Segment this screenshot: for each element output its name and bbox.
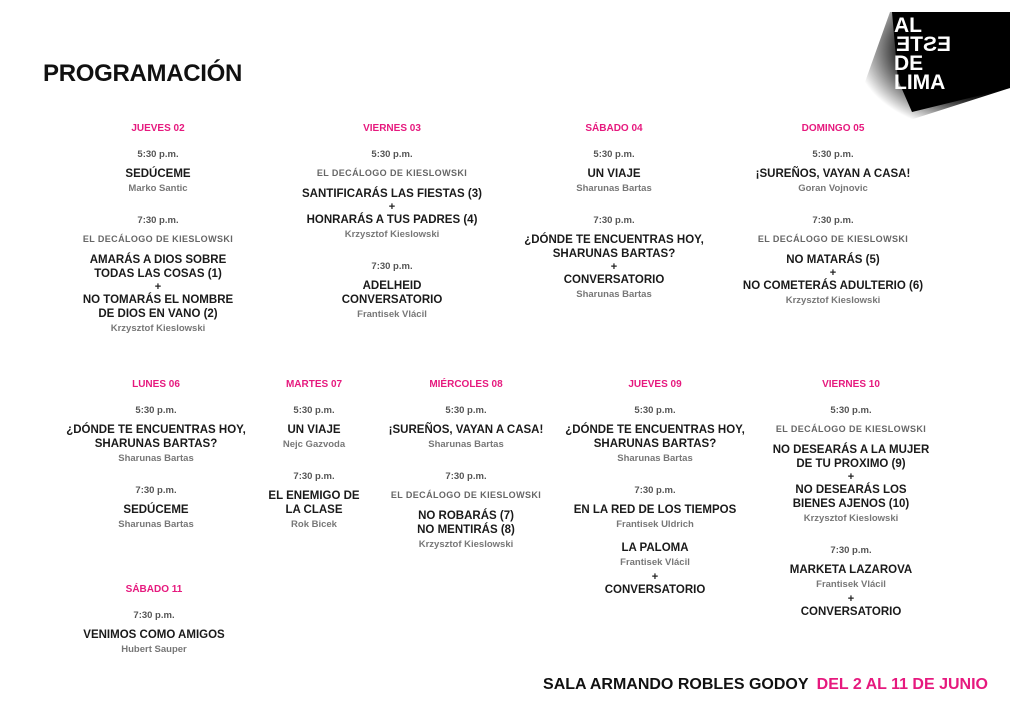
page-title: PROGRAMACIÓN bbox=[43, 60, 243, 87]
director-name: Sharunas Bartas bbox=[428, 439, 504, 450]
film-title: LA CLASE bbox=[285, 504, 343, 516]
screening-time: 5:30 p.m. bbox=[137, 149, 179, 160]
film-title: SHARUNAS BARTAS? bbox=[593, 438, 717, 450]
film-title: SHARUNAS BARTAS? bbox=[552, 248, 676, 260]
director-name: Sharunas Bartas bbox=[576, 183, 652, 194]
screening-slot bbox=[494, 215, 734, 303]
day-label: JUEVES 02 bbox=[131, 123, 185, 134]
film-title: TODAS LAS COSAS (1) bbox=[94, 268, 222, 280]
series-name: EL DECÁLOGO DE KIESLOWSKI bbox=[316, 168, 468, 178]
day-label: MARTES 07 bbox=[285, 379, 343, 390]
day-block bbox=[38, 123, 278, 337]
film-title: AMARÁS A DIOS SOBRE bbox=[89, 254, 227, 266]
director-name: Hubert Sauper bbox=[121, 644, 187, 655]
screening-time: 7:30 p.m. bbox=[137, 215, 179, 226]
film-title: NO MATARÁS (5) bbox=[786, 254, 880, 266]
screening-slot bbox=[494, 149, 734, 197]
film-title: EL ENEMIGO DE bbox=[268, 490, 360, 502]
director-name: Krzysztof Kieslowski bbox=[418, 539, 514, 550]
film-title: SHARUNAS BARTAS? bbox=[94, 438, 218, 450]
film-title: LA PALOMA bbox=[621, 542, 689, 554]
film-title: CONVERSATORIO bbox=[800, 606, 902, 618]
al-este-de-lima-logo bbox=[850, 0, 1024, 125]
film-title: NO TOMARÁS EL NOMBRE bbox=[82, 294, 234, 306]
plus-separator: + bbox=[847, 593, 855, 605]
film-title: NO ROBARÁS (7) bbox=[418, 510, 514, 522]
film-title: NO DESEARÁS LOS bbox=[795, 484, 907, 496]
director-name: Krzysztof Kieslowski bbox=[803, 513, 899, 524]
screening-time: 5:30 p.m. bbox=[812, 149, 854, 160]
director-name: Marko Santic bbox=[128, 183, 188, 194]
logo-line-de: DE bbox=[894, 52, 924, 75]
film-title: NO MENTIRÁS (8) bbox=[417, 524, 515, 536]
film-title: UN VIAJE bbox=[287, 424, 341, 436]
film-title: ¿DÓNDE TE ENCUENTRAS HOY, bbox=[565, 424, 745, 436]
film-title: SEDÚCEME bbox=[123, 504, 189, 516]
date-range: DEL 2 AL 11 DE JUNIO bbox=[816, 676, 988, 693]
day-block bbox=[34, 584, 274, 658]
screening-time: 5:30 p.m. bbox=[135, 405, 177, 416]
screening-time: 7:30 p.m. bbox=[135, 485, 177, 496]
director-name: Nejc Gazvoda bbox=[282, 439, 346, 450]
screening-time: 7:30 p.m. bbox=[293, 471, 335, 482]
screening-slot bbox=[713, 215, 953, 309]
day-label: LUNES 06 bbox=[132, 379, 180, 390]
director-name: Frantisek Vlácil bbox=[620, 557, 690, 568]
screening-slot bbox=[34, 610, 274, 658]
day-label: JUEVES 09 bbox=[628, 379, 682, 390]
day-block bbox=[731, 379, 971, 619]
director-name: Krzysztof Kieslowski bbox=[110, 323, 206, 334]
screening-time: 5:30 p.m. bbox=[371, 149, 413, 160]
footer bbox=[543, 676, 988, 694]
logo-line-al: AL bbox=[894, 14, 922, 37]
screening-time: 5:30 p.m. bbox=[593, 149, 635, 160]
day-block bbox=[494, 123, 734, 303]
series-name: EL DECÁLOGO DE KIESLOWSKI bbox=[390, 490, 542, 500]
venue-name: SALA ARMANDO ROBLES GODOY bbox=[543, 676, 809, 693]
film-title: ¡SUREÑOS, VAYAN A CASA! bbox=[755, 168, 911, 180]
film-title: CONVERSATORIO bbox=[563, 274, 665, 286]
film-title: ¡SUREÑOS, VAYAN A CASA! bbox=[388, 424, 544, 436]
screening-slot bbox=[272, 261, 512, 323]
series-name: EL DECÁLOGO DE KIESLOWSKI bbox=[82, 234, 234, 244]
director-name: Frantisek Vlácil bbox=[357, 309, 427, 320]
director-name: Frantisek Vlácil bbox=[816, 579, 886, 590]
screening-time: 7:30 p.m. bbox=[371, 261, 413, 272]
plus-separator: + bbox=[388, 201, 396, 213]
film-title: NO DESEARÁS A LA MUJER bbox=[772, 444, 930, 456]
film-title: DE DIOS EN VANO (2) bbox=[98, 308, 218, 320]
screening-time: 7:30 p.m. bbox=[634, 485, 676, 496]
director-name: Sharunas Bartas bbox=[118, 519, 194, 530]
film-title: SANTIFICARÁS LAS FIESTAS (3) bbox=[302, 188, 482, 200]
director-name: Krzysztof Kieslowski bbox=[785, 295, 881, 306]
film-title: SEDÚCEME bbox=[125, 168, 191, 180]
film-title: EN LA RED DE LOS TIEMPOS bbox=[573, 504, 737, 516]
film-title: VENIMOS COMO AMIGOS bbox=[83, 629, 225, 641]
plus-separator: + bbox=[829, 267, 837, 279]
screening-time: 7:30 p.m. bbox=[830, 545, 872, 556]
film-title: ADELHEID bbox=[362, 280, 422, 292]
plus-separator: + bbox=[651, 571, 659, 583]
director-name: Krzysztof Kieslowski bbox=[344, 229, 440, 240]
film-title: BIENES AJENOS (10) bbox=[792, 498, 910, 510]
screening-slot bbox=[272, 149, 512, 243]
series-name: EL DECÁLOGO DE KIESLOWSKI bbox=[775, 424, 927, 434]
plus-separator: + bbox=[154, 281, 162, 293]
film-title: HONRARÁS A TUS PADRES (4) bbox=[306, 214, 478, 226]
screening-slot bbox=[713, 149, 953, 197]
director-name: Goran Vojnovic bbox=[798, 183, 868, 194]
film-title: NO COMETERÁS ADULTERIO (6) bbox=[742, 280, 924, 292]
plus-separator: + bbox=[610, 261, 618, 273]
director-name: Rok Bicek bbox=[291, 519, 337, 530]
screening-slot bbox=[38, 149, 278, 197]
plus-separator: + bbox=[847, 471, 855, 483]
day-label: VIERNES 03 bbox=[363, 123, 421, 134]
day-block bbox=[713, 123, 953, 309]
screening-time: 5:30 p.m. bbox=[634, 405, 676, 416]
screening-slot bbox=[38, 215, 278, 337]
screening-time: 7:30 p.m. bbox=[812, 215, 854, 226]
screening-time: 5:30 p.m. bbox=[830, 405, 872, 416]
film-title: DE TU PROXIMO (9) bbox=[796, 458, 906, 470]
film-title: MARKETA LAZAROVA bbox=[789, 564, 913, 576]
day-label: DOMINGO 05 bbox=[801, 123, 865, 134]
logo-line-este: ESTE bbox=[896, 33, 951, 56]
director-name: Sharunas Bartas bbox=[617, 453, 693, 464]
screening-time: 5:30 p.m. bbox=[293, 405, 335, 416]
director-name: Sharunas Bartas bbox=[576, 289, 652, 300]
day-label: VIERNES 10 bbox=[822, 379, 880, 390]
film-title: UN VIAJE bbox=[587, 168, 641, 180]
film-title: ¿DÓNDE TE ENCUENTRAS HOY, bbox=[66, 424, 246, 436]
screening-time: 7:30 p.m. bbox=[133, 610, 175, 621]
screening-time: 7:30 p.m. bbox=[593, 215, 635, 226]
day-label: MIÉRCOLES 08 bbox=[429, 379, 503, 390]
series-name: EL DECÁLOGO DE KIESLOWSKI bbox=[757, 234, 909, 244]
screening-time: 7:30 p.m. bbox=[445, 471, 487, 482]
screening-time: 5:30 p.m. bbox=[445, 405, 487, 416]
day-label: SÁBADO 11 bbox=[125, 584, 183, 595]
day-block bbox=[272, 123, 512, 323]
screening-slot bbox=[731, 405, 971, 527]
logo-line-lima: LIMA bbox=[894, 71, 946, 94]
screening-slot bbox=[731, 545, 971, 619]
day-label: SÁBADO 04 bbox=[585, 123, 643, 134]
film-title: CONVERSATORIO bbox=[604, 584, 706, 596]
film-title: CONVERSATORIO bbox=[341, 294, 443, 306]
film-title: ¿DÓNDE TE ENCUENTRAS HOY, bbox=[524, 234, 704, 246]
director-name: Sharunas Bartas bbox=[118, 453, 194, 464]
director-name: Frantisek Uldrich bbox=[616, 519, 694, 530]
